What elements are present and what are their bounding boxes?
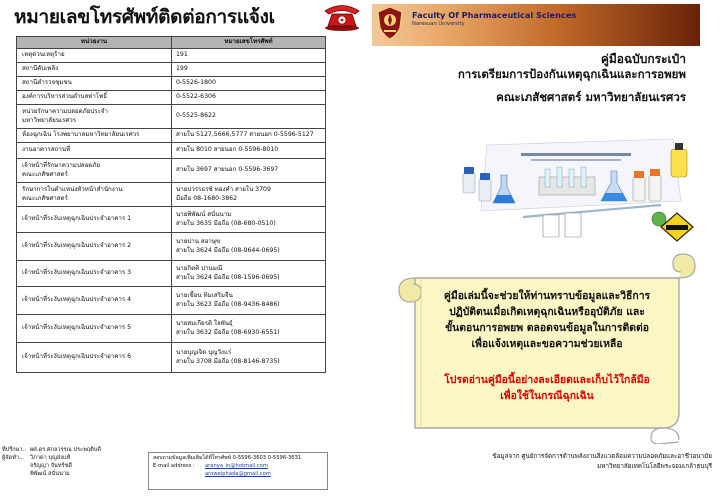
- department-cell: [17, 63, 172, 77]
- department-text: สถานีตำรวจชุมชน: [22, 79, 72, 86]
- phone-text: นายปาน สอาษุข: [176, 237, 221, 245]
- phone-cell: [172, 63, 326, 77]
- manual-description: [419, 288, 675, 353]
- table-row: [17, 105, 326, 129]
- reading-notice: [419, 372, 675, 404]
- credit-row: [2, 462, 162, 470]
- credit-label: [2, 462, 30, 470]
- table-row: [17, 315, 326, 343]
- department-text: องค์การบริหารส่วนตำบลท่าโพธิ์: [22, 93, 107, 100]
- credit-label: ผู้จัดทำ...: [2, 455, 25, 462]
- phone-cell: [172, 105, 326, 129]
- phone-text: 191: [176, 51, 188, 58]
- department-text: เจ้าหน้าที่ระงับเหตุฉุกเฉินประจำอาคาร 1: [22, 215, 132, 222]
- phone-text: สายใน 5127,5666,5777 สายนอก 0-5596-5127: [176, 131, 314, 138]
- phone-cell: [172, 159, 326, 183]
- department-text: เจ้าหน้าที่ระงับเหตุฉุกเฉินประจำอาคาร 2: [22, 242, 132, 249]
- department-cell: [17, 287, 172, 315]
- column-header-phone: หมายเลขโทรศัพท์: [172, 37, 326, 49]
- phone-text: สายใน 3708 มือถือ (08-8146-8735): [176, 357, 280, 365]
- department-cell: [17, 129, 172, 143]
- table-header-row: [17, 37, 326, 49]
- table-row: [17, 159, 326, 183]
- email-link-1[interactable]: aranya_in@hotmail.com: [205, 462, 268, 469]
- department-text: งานอาคารสถานที่: [22, 146, 71, 153]
- department-text: เจ้าหน้าที่ระงับเหตุฉุกเฉินประจำอาคาร 6: [22, 353, 132, 360]
- phone-cell: [172, 77, 326, 91]
- department-text: เจ้าหน้าที่ระงับเหตุฉุกเฉินประจำอาคาร 5: [22, 324, 132, 331]
- phone-cell: [172, 129, 326, 143]
- source-credit: [392, 452, 712, 472]
- phone-cell: [172, 315, 326, 343]
- phone-cell: [172, 143, 326, 159]
- department-text: รักษาการในตำแหน่งหัวหน้าสำนักงาน: [22, 185, 123, 193]
- phone-text: 0-5522-6306: [176, 93, 216, 100]
- phone-text: สายใน 3635 มือถือ (08-680-0510): [176, 219, 276, 227]
- department-text: คณะเภสัชศาสตร์: [22, 194, 68, 202]
- phone-text: สายใน 8010 สายนอก 0-5596-8010: [176, 146, 279, 153]
- table-row: [17, 91, 326, 105]
- department-cell: [17, 91, 172, 105]
- credit-name: ผศ.ดร.ศกลวรรณ ประพฤติบดี: [30, 447, 101, 453]
- email-label: E-mail address :: [153, 462, 195, 469]
- phone-text: นายเชื้อน ทิมเสริมจีน: [176, 291, 233, 299]
- phone-cell: [172, 207, 326, 233]
- phone-cell: [172, 343, 326, 373]
- credit-row: [2, 454, 162, 462]
- description-line: ปฏิบัติตนเมื่อเกิดเหตุฉุกเฉินหรืออุบัติภัย และ: [449, 306, 645, 319]
- university-name: Naresuan University: [412, 21, 465, 27]
- table-row: [17, 77, 326, 91]
- phone-cell: [172, 49, 326, 63]
- inquiry-note: สอบถามข้อมูลเพิ่มเติมได้ที่โทรศัพท์ 0-5596-3603 0-5596-3631: [153, 455, 302, 461]
- table-row: [17, 207, 326, 233]
- emergency-contact-table: [16, 36, 326, 373]
- email-link-2[interactable]: aroweiphada@gmail.com: [205, 470, 271, 477]
- department-cell: [17, 49, 172, 63]
- red-telephone-icon: [322, 2, 362, 32]
- table-body: [17, 49, 326, 373]
- credit-name: จรัญญา จันทร์ชดี: [30, 463, 72, 470]
- contact-info-box: [148, 452, 328, 490]
- table-row: [17, 143, 326, 159]
- manual-subtitle-line-1: การเตรียมการป้องกันเหตุฉุกเฉินและการอพยพ: [457, 67, 686, 81]
- description-line: เพื่อแจ้งเหตุและขอความช่วยเหลือ: [471, 338, 623, 351]
- credit-name: วิภาดา บุญส่งแท้: [30, 455, 71, 462]
- department-text: มหาวิทยาลัยนเรศวร: [22, 116, 77, 124]
- credits-block: [2, 446, 162, 478]
- department-cell: [17, 105, 172, 129]
- department-text: สถานีดับเพลิง: [22, 65, 59, 72]
- table-row: [17, 183, 326, 207]
- phone-text: สายใน 3624 มือถือ (08-9644-0695): [176, 246, 280, 254]
- laboratory-illustration: [461, 131, 701, 247]
- phone-text: 0-5526-1800: [176, 79, 216, 86]
- table-row: [17, 233, 326, 261]
- notice-line: โปรดอ่านคู่มือนี้อย่างละเอียดและเก็บไว้ใกล้มือ: [444, 374, 650, 386]
- phone-cell: [172, 183, 326, 207]
- manual-name: คู่มือฉบับกระเป๋า: [600, 52, 686, 66]
- department-text: เจ้าหน้าที่ระงับเหตุฉุกเฉินประจำอาคาร 3: [22, 269, 132, 276]
- department-cell: [17, 159, 172, 183]
- phone-text: สายใน 3623 มือถือ (08-9436-8486): [176, 300, 280, 308]
- table-row: [17, 63, 326, 77]
- faculty-name: Faculty Of Pharmaceutical Sciences: [412, 10, 577, 20]
- source-line: มหาวิทยาลัยเทคโนโลยีพระจอมเกล้าธนบุรี: [597, 463, 712, 471]
- credit-row: [2, 446, 162, 454]
- phone-text: นายบุญเจิด บุญวังแร่: [176, 348, 232, 356]
- department-text: เหตุด่วนเหตุร้าย: [22, 51, 65, 58]
- department-cell: [17, 315, 172, 343]
- credit-label: [2, 470, 30, 478]
- phone-text: นายสมเกียรติ ใจพันธุ์: [176, 319, 233, 327]
- department-text: เจ้าหน้าที่รักษาความปลอดภัย: [22, 161, 101, 169]
- department-text: หน่วยรักษาความปลอดภัยประจำ: [22, 107, 109, 115]
- university-crest-icon: [376, 6, 404, 40]
- phone-text: สายใน 3632 มือถือ (08-6930-6551): [176, 328, 280, 336]
- phone-cell: [172, 91, 326, 105]
- contact-list-title: หมายเลขโทรศัพท์ติดต่อการแจ้งเ: [14, 6, 275, 28]
- credit-label: ที่ปรึกษา..: [2, 447, 27, 453]
- department-cell: [17, 143, 172, 159]
- phone-text: สายใน 3624 มือถือ (08-1596-0695): [176, 273, 280, 281]
- notice-line: เพื่อใช้ในกรณีฉุกเฉิน: [500, 390, 594, 403]
- credit-row: [2, 470, 162, 478]
- column-header-department: หน่วยงาน: [17, 37, 172, 49]
- description-line: ขั้นตอนการอพยพ ตลอดจนข้อมูลในการติดต่อ: [445, 322, 649, 335]
- department-text: เจ้าหน้าที่ระงับเหตุฉุกเฉินประจำอาคาร 4: [22, 296, 132, 303]
- phone-text: นายปวรรธรซ์ ทองคำ สายใน 3709: [176, 185, 271, 193]
- department-cell: [17, 183, 172, 207]
- phone-text: 0-5525-8622: [176, 112, 216, 119]
- phone-cell: [172, 261, 326, 287]
- department-cell: [17, 207, 172, 233]
- table-row: [17, 129, 326, 143]
- table-row: [17, 49, 326, 63]
- department-cell: [17, 343, 172, 373]
- phone-text: 199: [176, 65, 188, 72]
- department-cell: [17, 261, 172, 287]
- phone-text: นายพิพัฒน์ สนั่นนาม: [176, 210, 232, 218]
- phone-text: สายใน 3697 สายนอก 0-5596-3697: [176, 166, 279, 173]
- phone-text: นายกิตติ ปานมณี: [176, 264, 223, 272]
- phone-text: มือถือ 08-1680-3862: [176, 194, 238, 202]
- table-row: [17, 261, 326, 287]
- manual-subtitle-line-2: คณะเภสัชศาสตร์ มหาวิทยาลัยนเรศวร: [496, 90, 686, 104]
- phone-cell: [172, 287, 326, 315]
- department-text: ห้องฉุกเฉิน โรงพยาบาลมหาวิทยาลัยนเรศวร: [22, 131, 140, 138]
- description-line: คู่มือเล่มนี้จะช่วยให้ท่านทราบข้อมูลและวิธีการ: [443, 290, 651, 302]
- table-row: [17, 287, 326, 315]
- credit-name: พิพัฒน์ สนั่นนาม: [30, 471, 70, 478]
- department-cell: [17, 77, 172, 91]
- department-cell: [17, 233, 172, 261]
- table-row: [17, 343, 326, 373]
- source-line: ข้อมูลจาก ศูนย์การจัดการด้านพลังงานสิ่งแวดล้อมความปลอดภัยและอาชีวอนามัย: [492, 453, 712, 460]
- phone-cell: [172, 233, 326, 261]
- department-text: คณะเภสัชศาสตร์: [22, 170, 68, 178]
